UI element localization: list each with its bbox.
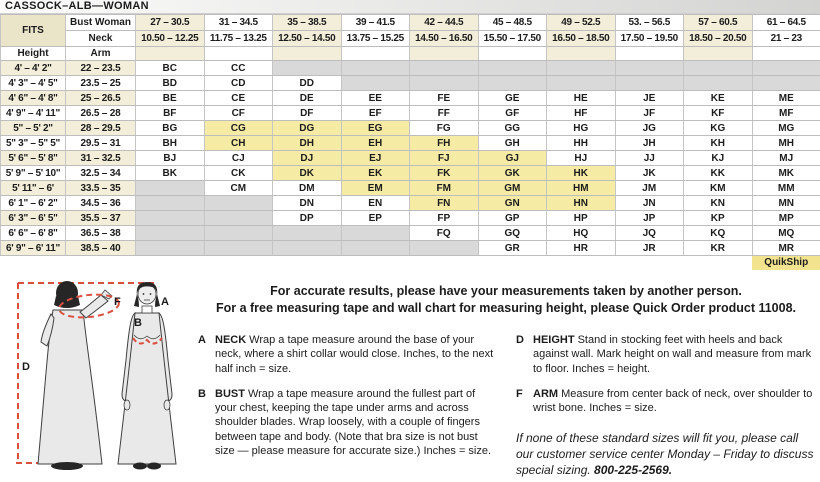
neck-range-header: 12.50 – 14.50 — [273, 31, 342, 47]
instruction-text: NECK Wrap a tape measure around the base of your neck, where a shirt collar would close. Inches, to the next half inch = size. — [215, 334, 494, 375]
size-cell-unavailable — [410, 61, 479, 76]
size-code-cell: DH — [273, 136, 342, 151]
size-code-cell: DG — [273, 121, 342, 136]
size-code-cell: CG — [204, 121, 273, 136]
size-code-cell: FM — [410, 181, 479, 196]
size-code-cell: EP — [341, 211, 410, 226]
size-code-cell: ME — [752, 91, 820, 106]
figure-label-b: B — [134, 317, 142, 329]
special-sizing-note: If none of these standard sizes will fit you, please call our customer service center Monday – Friday to discuss special sizing. 800-225-2569. — [516, 431, 814, 478]
size-code-cell: MM — [752, 181, 820, 196]
height-range-cell: 6' 9" – 6' 11" — [1, 241, 66, 256]
size-code-cell: FQ — [410, 226, 479, 241]
size-code-cell: CE — [204, 91, 273, 106]
size-cell-unavailable — [204, 226, 273, 241]
size-code-cell: HR — [547, 241, 616, 256]
size-cell-unavailable — [273, 226, 342, 241]
height-column-header: Height — [1, 47, 66, 61]
size-code-cell: KK — [684, 166, 753, 181]
size-code-cell: KJ — [684, 151, 753, 166]
size-cell-unavailable — [341, 61, 410, 76]
size-code-cell: MG — [752, 121, 820, 136]
size-code-cell: GE — [478, 91, 547, 106]
size-code-cell: GG — [478, 121, 547, 136]
height-range-cell: 6' 6" – 6' 8" — [1, 226, 66, 241]
height-range-cell: 5' 9" – 5' 10" — [1, 166, 66, 181]
size-code-cell: HJ — [547, 151, 616, 166]
size-code-cell: GJ — [478, 151, 547, 166]
size-row — [1, 106, 820, 121]
size-code-cell: DE — [273, 91, 342, 106]
size-row — [1, 61, 820, 76]
size-cell-unavailable — [547, 61, 616, 76]
size-cell-unavailable — [615, 61, 684, 76]
size-code-cell: EG — [341, 121, 410, 136]
size-code-cell: HK — [547, 166, 616, 181]
size-cell-unavailable — [752, 76, 820, 91]
size-code-cell: DP — [273, 211, 342, 226]
arm-range-cell: 26.5 – 28 — [66, 106, 136, 121]
size-row — [1, 121, 820, 136]
size-code-cell: BE — [136, 91, 205, 106]
quikship-row — [1, 256, 820, 270]
size-cell-unavailable — [136, 196, 205, 211]
size-cell-unavailable — [684, 61, 753, 76]
size-row — [1, 196, 820, 211]
size-code-cell: BJ — [136, 151, 205, 166]
quikship-badge: QuikShip — [752, 256, 820, 270]
arm-range-cell: 33.5 – 35 — [66, 181, 136, 196]
neck-row-label: Neck — [66, 31, 136, 47]
header-spacer-cell — [273, 47, 342, 61]
bust-range-header: 57 – 60.5 — [684, 15, 753, 31]
arm-range-cell: 34.5 – 36 — [66, 196, 136, 211]
bust-range-header: 39 – 41.5 — [341, 15, 410, 31]
size-code-cell: GK — [478, 166, 547, 181]
neck-range-header: 16.50 – 18.50 — [547, 31, 616, 47]
size-cell-unavailable — [341, 241, 410, 256]
size-row — [1, 241, 820, 256]
size-code-cell: CM — [204, 181, 273, 196]
figure-label-d: D — [22, 361, 30, 373]
header-spacer-cell — [204, 47, 273, 61]
arm-range-cell: 32.5 – 34 — [66, 166, 136, 181]
size-cell-unavailable — [136, 226, 205, 241]
size-code-cell: BH — [136, 136, 205, 151]
size-code-cell: JN — [615, 196, 684, 211]
size-code-cell: EH — [341, 136, 410, 151]
size-code-cell: MJ — [752, 151, 820, 166]
arm-range-cell: 38.5 – 40 — [66, 241, 136, 256]
figure-label-f: F — [114, 296, 121, 308]
size-code-cell: MF — [752, 106, 820, 121]
instruction-text: ARM Measure from center back of neck, over shoulder to wrist bone. Inches = size. — [533, 387, 813, 415]
figure-label-a: A — [161, 296, 169, 308]
size-code-cell: EK — [341, 166, 410, 181]
size-code-cell: CJ — [204, 151, 273, 166]
size-code-cell: HP — [547, 211, 616, 226]
size-cell-unavailable — [478, 61, 547, 76]
header-spacer-cell — [410, 47, 479, 61]
height-range-cell: 4' 9" – 4' 11" — [1, 106, 66, 121]
size-row — [1, 166, 820, 181]
size-code-cell: HQ — [547, 226, 616, 241]
size-code-cell: KQ — [684, 226, 753, 241]
size-code-cell: CK — [204, 166, 273, 181]
size-chart-body — [1, 61, 820, 256]
size-code-cell: KG — [684, 121, 753, 136]
size-code-cell: DD — [273, 76, 342, 91]
size-code-cell: EJ — [341, 151, 410, 166]
header-spacer-cell — [684, 47, 753, 61]
bust-range-header: 27 – 30.5 — [136, 15, 205, 31]
size-cell-unavailable — [752, 61, 820, 76]
size-cell-unavailable — [615, 76, 684, 91]
size-code-cell: JM — [615, 181, 684, 196]
size-code-cell: EF — [341, 106, 410, 121]
size-cell-unavailable — [478, 76, 547, 91]
size-row — [1, 226, 820, 241]
size-cell-unavailable — [204, 241, 273, 256]
neck-range-header: 15.50 – 17.50 — [478, 31, 547, 47]
size-cell-unavailable — [273, 61, 342, 76]
measurement-instruction — [516, 387, 814, 416]
size-code-cell: MQ — [752, 226, 820, 241]
size-cell-unavailable — [410, 241, 479, 256]
size-code-cell: BF — [136, 106, 205, 121]
instruction-text: HEIGHT Stand in stocking feet with heels and back against wall. Mark height on wall and measure from mark to floor. Inches = height. — [533, 334, 812, 375]
height-range-cell: 4' – 4' 2" — [1, 61, 66, 76]
size-code-cell: HE — [547, 91, 616, 106]
header-spacer-cell — [615, 47, 684, 61]
size-code-cell: KE — [684, 91, 753, 106]
instruction-term: NECK — [215, 334, 247, 346]
size-code-cell: FK — [410, 166, 479, 181]
fits-header: FITS — [1, 15, 66, 47]
arm-range-cell: 29.5 – 31 — [66, 136, 136, 151]
bust-range-header: 35 – 38.5 — [273, 15, 342, 31]
size-cell-unavailable — [410, 76, 479, 91]
size-code-cell: KF — [684, 106, 753, 121]
measurement-instruction — [516, 333, 814, 376]
size-cell-unavailable — [136, 241, 205, 256]
height-range-cell: 6' 3" – 6' 5" — [1, 211, 66, 226]
arm-range-cell: 35.5 – 37 — [66, 211, 136, 226]
size-code-cell: HG — [547, 121, 616, 136]
size-code-cell: HF — [547, 106, 616, 121]
size-code-cell: FH — [410, 136, 479, 151]
instruction-text: BUST Wrap a tape measure around the fullest part of your chest, keeping the tape under arms and across shoulder blades. Wrap loosely, with a couple of fingers between tape and body. (Note that bra size is not bust size — please measure for accurate size.) Inches = size. — [215, 387, 492, 458]
height-range-cell: 5" – 5' 2" — [1, 121, 66, 136]
measurement-instruction — [198, 387, 496, 458]
size-row — [1, 91, 820, 106]
arm-range-cell: 36.5 – 38 — [66, 226, 136, 241]
size-code-cell: BC — [136, 61, 205, 76]
size-cell-unavailable — [273, 241, 342, 256]
size-code-cell: JF — [615, 106, 684, 121]
size-code-cell: DF — [273, 106, 342, 121]
size-cell-unavailable — [204, 211, 273, 226]
size-row — [1, 151, 820, 166]
size-code-cell: CH — [204, 136, 273, 151]
size-row — [1, 181, 820, 196]
height-range-cell: 4' 6" – 4' 8" — [1, 91, 66, 106]
size-chart-table — [0, 14, 820, 270]
arm-range-cell: 31 – 32.5 — [66, 151, 136, 166]
size-code-cell: MN — [752, 196, 820, 211]
instruction-key-letter: F — [516, 387, 523, 400]
bust-range-header: 49 – 52.5 — [547, 15, 616, 31]
neck-range-header: 14.50 – 16.50 — [410, 31, 479, 47]
size-code-cell: GM — [478, 181, 547, 196]
instructions-section — [198, 283, 814, 479]
height-range-cell: 5' 11" – 6' — [1, 181, 66, 196]
customer-service-phone: 800-225-2569. — [594, 463, 673, 478]
size-code-cell: BG — [136, 121, 205, 136]
size-code-cell: CD — [204, 76, 273, 91]
header-spacer-cell — [547, 47, 616, 61]
size-code-cell: GN — [478, 196, 547, 211]
size-code-cell: HN — [547, 196, 616, 211]
size-code-cell: FF — [410, 106, 479, 121]
intro-text — [198, 283, 814, 316]
measurement-instruction — [198, 333, 496, 376]
size-code-cell: CC — [204, 61, 273, 76]
size-code-cell: GF — [478, 106, 547, 121]
size-code-cell: DN — [273, 196, 342, 211]
instruction-key-letter: D — [516, 334, 524, 346]
neck-range-header: 11.75 – 13.25 — [204, 31, 273, 47]
neck-range-header: 18.50 – 20.50 — [684, 31, 753, 47]
size-code-cell: JQ — [615, 226, 684, 241]
size-cell-unavailable — [341, 76, 410, 91]
size-code-cell: JG — [615, 121, 684, 136]
size-code-cell: JJ — [615, 151, 684, 166]
size-cell-unavailable — [547, 76, 616, 91]
size-code-cell: DK — [273, 166, 342, 181]
size-row — [1, 211, 820, 226]
size-code-cell: MR — [752, 241, 820, 256]
neck-range-header: 17.50 – 19.50 — [615, 31, 684, 47]
bust-range-header: 61 – 64.5 — [752, 15, 820, 31]
size-code-cell: JH — [615, 136, 684, 151]
bust-range-header: 45 – 48.5 — [478, 15, 547, 31]
header-spacer-cell — [478, 47, 547, 61]
header-spacer-cell — [341, 47, 410, 61]
size-cell-unavailable — [204, 196, 273, 211]
instructions-left-column — [198, 333, 496, 479]
bust-range-header: 42 – 44.5 — [410, 15, 479, 31]
size-code-cell: JE — [615, 91, 684, 106]
neck-range-header: 13.75 – 15.25 — [341, 31, 410, 47]
height-range-cell: 5" 3" – 5" 5" — [1, 136, 66, 151]
size-code-cell: EE — [341, 91, 410, 106]
arm-range-cell: 23.5 – 25 — [66, 76, 136, 91]
neck-range-header: 21 – 23 — [752, 31, 820, 47]
size-code-cell: KP — [684, 211, 753, 226]
size-code-cell: FE — [410, 91, 479, 106]
size-code-cell: HM — [547, 181, 616, 196]
size-code-cell: JP — [615, 211, 684, 226]
size-code-cell: KR — [684, 241, 753, 256]
height-range-cell: 4' 3" – 4' 5" — [1, 76, 66, 91]
size-code-cell: EM — [341, 181, 410, 196]
size-code-cell: FN — [410, 196, 479, 211]
arm-column-header: Arm — [66, 47, 136, 61]
size-code-cell: MP — [752, 211, 820, 226]
size-code-cell: BD — [136, 76, 205, 91]
instructions-right-column — [516, 333, 814, 479]
arm-range-cell: 22 – 23.5 — [66, 61, 136, 76]
bust-range-header: 31 – 34.5 — [204, 15, 273, 31]
size-code-cell: FJ — [410, 151, 479, 166]
size-code-cell: HH — [547, 136, 616, 151]
size-code-cell: JK — [615, 166, 684, 181]
size-cell-unavailable — [341, 226, 410, 241]
page-title: CASSOCK–ALB—WOMAN — [0, 0, 820, 14]
size-code-cell: GR — [478, 241, 547, 256]
size-code-cell: MH — [752, 136, 820, 151]
size-code-cell: GP — [478, 211, 547, 226]
size-row — [1, 136, 820, 151]
size-cell-unavailable — [136, 211, 205, 226]
instruction-term: BUST — [215, 387, 245, 400]
intro-line-1: For accurate results, please have your measurements taken by another person. — [270, 284, 742, 298]
size-code-cell: JR — [615, 241, 684, 256]
size-code-cell: DJ — [273, 151, 342, 166]
intro-line-2: For a free measuring tape and wall chart for measuring height, please Quick Order product 11008. — [215, 300, 797, 315]
size-code-cell: MK — [752, 166, 820, 181]
back-view-figure — [38, 281, 112, 470]
size-code-cell: GQ — [478, 226, 547, 241]
instruction-key-letter: A — [198, 334, 206, 346]
size-row — [1, 76, 820, 91]
arm-range-cell: 25 – 26.5 — [66, 91, 136, 106]
bust-range-header: 53. – 56.5 — [615, 15, 684, 31]
size-code-cell: BK — [136, 166, 205, 181]
size-code-cell: KM — [684, 181, 753, 196]
instruction-term: HEIGHT — [533, 334, 575, 346]
size-code-cell: FG — [410, 121, 479, 136]
size-code-cell: KH — [684, 136, 753, 151]
size-code-cell: FP — [410, 211, 479, 226]
neck-range-header: 10.50 – 12.25 — [136, 31, 205, 47]
arm-range-cell: 28 – 29.5 — [66, 121, 136, 136]
bust-row-label: Bust Woman — [66, 15, 136, 31]
header-spacer-cell — [752, 47, 820, 61]
header-spacer-cell — [136, 47, 205, 61]
instruction-term: ARM — [533, 387, 559, 400]
size-code-cell: EN — [341, 196, 410, 211]
size-cell-unavailable — [684, 76, 753, 91]
front-view-figure — [118, 282, 176, 470]
size-code-cell: GH — [478, 136, 547, 151]
size-code-cell: KN — [684, 196, 753, 211]
instruction-key-letter: B — [198, 387, 206, 400]
size-code-cell: CF — [204, 106, 273, 121]
size-cell-unavailable — [136, 181, 205, 196]
height-range-cell: 5' 6" – 5' 8" — [1, 151, 66, 166]
size-code-cell: DM — [273, 181, 342, 196]
measurement-figure-illustration — [4, 280, 200, 480]
height-range-cell: 6' 1" – 6' 2" — [1, 196, 66, 211]
